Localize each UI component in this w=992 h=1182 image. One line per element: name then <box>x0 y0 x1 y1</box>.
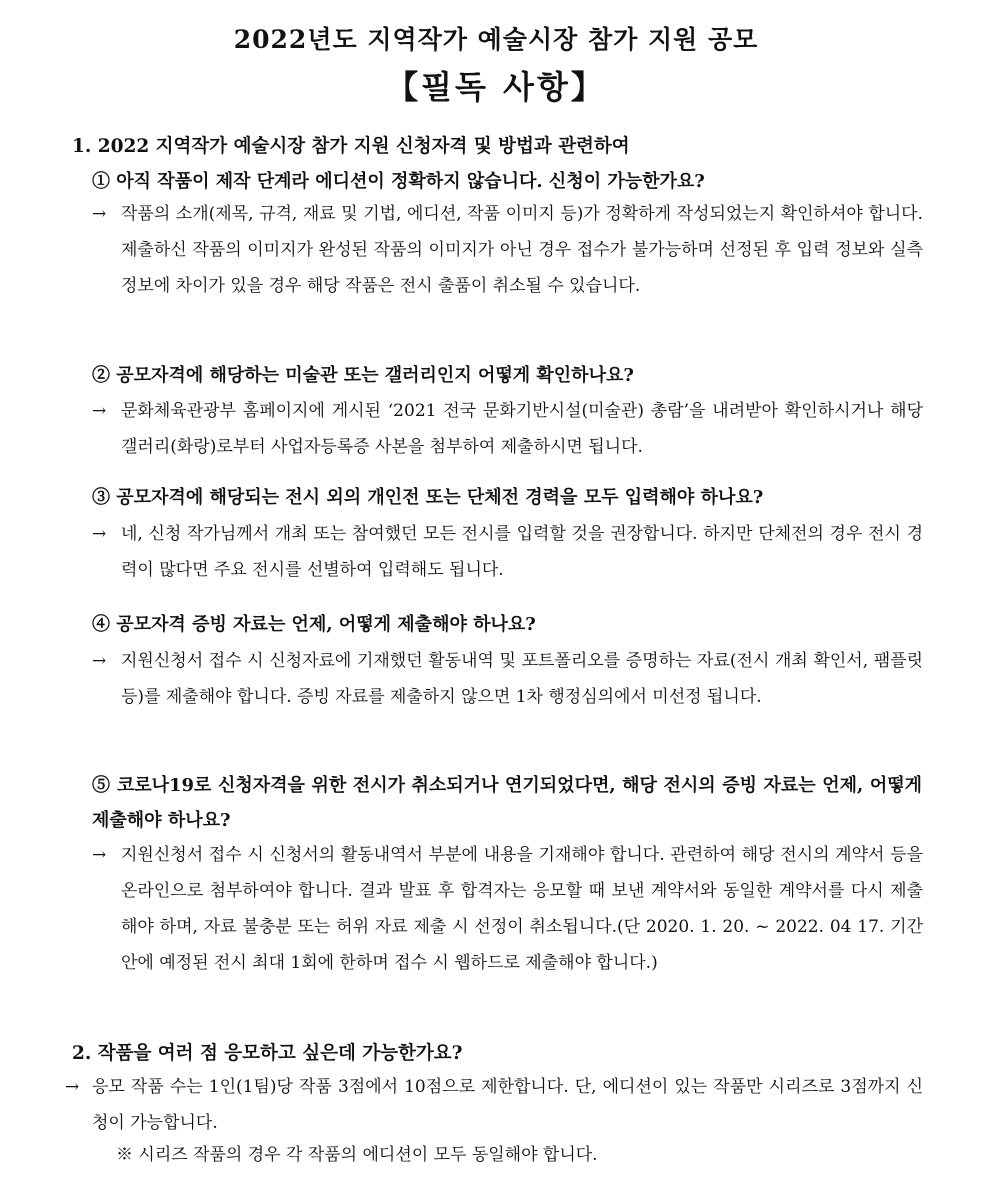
question-1: ① 아직 작품이 제작 단계라 에디션이 정확하지 않습니다. 신청이 가능한가요? <box>92 171 705 192</box>
answer-3: 네, 신청 작가님께서 개최 또는 참여했던 모든 전시를 입력할 것을 권장합니다. 하지만 단체전의 경우 전시 경력이 많다면 주요 전시를 선별하여 입력해도 됩니다. <box>121 524 923 580</box>
answer-1: 작품의 소개(제목, 규격, 재료 및 기법, 에디션, 작품 이미지 등)가 정확하게 작성되었는지 확인하셔야 합니다. 제출하신 작품의 이미지가 완성된 작품의 이미지가 아닌 경우 접수가 불가능하며 선정된 후 입력 정보와 실측 정보에 차이가 있을 경우 해당 작품은 전시 출품이 취소될 수 있습니다. <box>121 204 923 296</box>
answer-5: 지원신청서 접수 시 신청서의 활동내역서 부분에 내용을 기재해야 합니다. 관련하여 해당 전시의 계약서 등을 온라인으로 첨부하여야 합니다. 결과 발표 후 합격자는 응모할 때 보낸 계약서와 동일한 계약서를 다시 제출해야 하며, 자료 불충분 또는 허위 자료 제출 시 선정이 취소됩니다.(단 2020. 1. 20. ~ 2022. 04 17. 기간 안에 예정된 전시 최대 1회에 한하며 접수 시 웹하드로 제출해야 합니다.) <box>121 845 923 973</box>
question-5: ⑤ 코로나19로 신청자격을 위한 전시가 취소되거나 연기되었다면, 해당 전시의 증빙 자료는 언제, 어떻게 제출해야 하나요? <box>92 775 922 831</box>
arrow-icon: → <box>92 845 107 865</box>
question-2: ② 공모자격에 해당하는 미술관 또는 갤러리인지 어떻게 확인하나요? <box>92 365 634 386</box>
answer-2: 문화체육관광부 홈페이지에 게시된 ‘2021 전국 문화기반시설(미술관) 총람’을 내려받아 확인하시거나 해당 갤러리(화랑)로부터 사업자등록증 사본을 첨부하여 제출하시면 됩니다. <box>121 401 923 457</box>
answer-4: 지원신청서 접수 시 신청자료에 기재했던 활동내역 및 포트폴리오를 증명하는 자료(전시 개최 확인서, 팸플릿 등)를 제출해야 합니다. 증빙 자료를 제출하지 않으면 1차 행정심의에서 미선정 됩니다. <box>121 651 923 707</box>
arrow-icon: → <box>92 524 107 544</box>
arrow-icon: → <box>92 204 107 224</box>
section-2-heading: 2. 작품을 여러 점 응모하고 싶은데 가능한가요? <box>72 1043 463 1064</box>
arrow-icon: → <box>92 401 107 421</box>
arrow-icon: → <box>65 1077 80 1097</box>
document-title: 2022년도 지역작가 예술시장 참가 지원 공모 <box>233 25 759 54</box>
series-note: ※ 시리즈 작품의 경우 각 작품의 에디션이 모두 동일해야 합니다. <box>116 1145 598 1165</box>
section-1-heading: 1. 2022 지역작가 예술시장 참가 지원 신청자격 및 방법과 관련하여 <box>72 136 630 157</box>
document-subtitle: 【필독 사항】 <box>386 68 606 106</box>
question-3: ③ 공모자격에 해당되는 전시 외의 개인전 또는 단체전 경력을 모두 입력해야 하나요? <box>92 487 764 508</box>
question-4: ④ 공모자격 증빙 자료는 언제, 어떻게 제출해야 하나요? <box>92 614 536 635</box>
arrow-icon: → <box>92 651 107 671</box>
section-2-answer: 응모 작품 수는 1인(1팀)당 작품 3점에서 10점으로 제한합니다. 단, 에디션이 있는 작품만 시리즈로 3점까지 신청이 가능합니다. <box>92 1077 923 1133</box>
